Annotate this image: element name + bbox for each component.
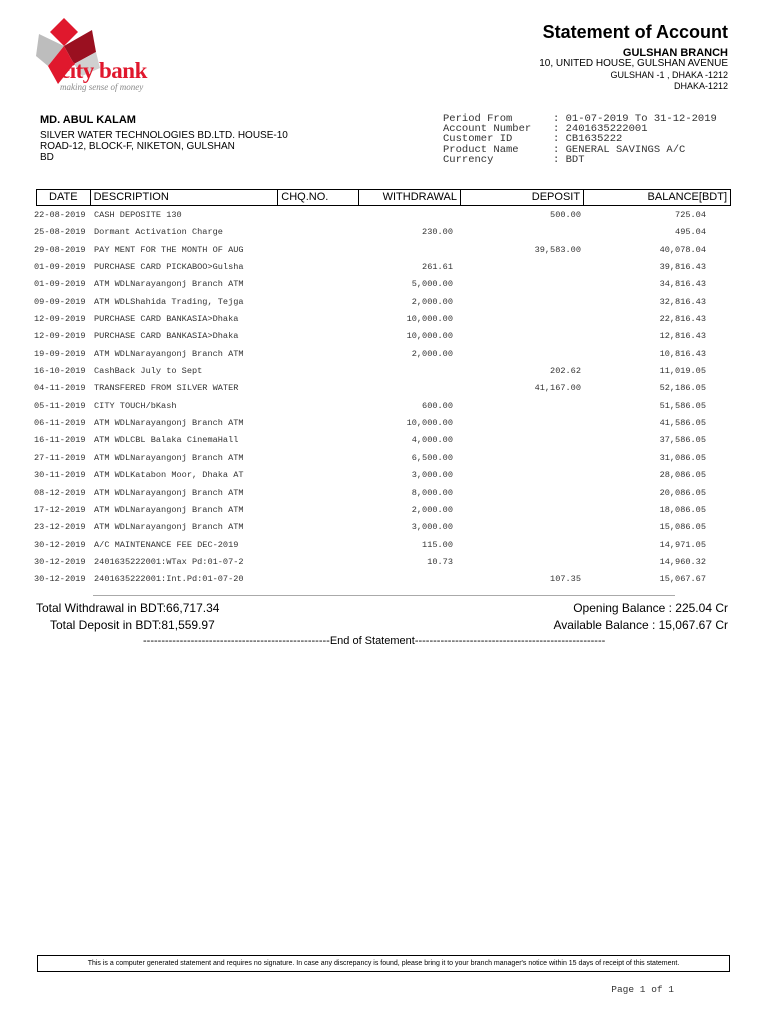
table-row [34,487,734,504]
row-date: 06-11-2019 [34,418,86,429]
table-row [34,261,734,278]
row-withdrawal: 2,000.00 [411,296,453,307]
info-value: : GENERAL SAVINGS A/C [553,143,686,156]
row-balance: 51,586.05 [659,400,706,411]
row-balance: 28,086.05 [659,470,706,481]
available-balance: Available Balance : 15,067.67 Cr [553,618,728,632]
row-description: A/C MAINTENANCE FEE DEC-2019 [94,539,239,550]
header-date: DATE [37,189,91,206]
row-date: 01-09-2019 [34,279,86,290]
info-key: Period From [443,113,513,125]
table-row [34,417,734,434]
row-description: TRANSFERED FROM SILVER WATER [94,383,239,394]
row-description: ATM WDLShahida Trading, Tejga [94,296,244,307]
row-description: PURCHASE CARD PICKABOO>Gulsha [94,262,244,273]
row-description: CASH DEPOSITE 130 [94,210,182,220]
row-description: ATM WDLNarayangonj Branch ATM [94,418,244,429]
row-description: CITY TOUCH/bKash [94,400,177,411]
summary-divider [93,595,675,596]
table-row [34,244,734,261]
row-date: 30-11-2019 [34,470,86,481]
header-deposit: DEPOSIT [461,189,584,206]
row-balance: 18,086.05 [659,504,706,515]
transactions-table-body [34,209,734,591]
branch-address-line: DHAKA-1212 [673,81,728,91]
row-withdrawal: 8,000.00 [411,487,453,498]
statement-title: Statement of Account [542,22,728,42]
row-balance: 20,086.05 [659,487,706,498]
row-withdrawal: 3,000.00 [411,522,453,533]
table-row [34,365,734,382]
info-value: : 2401635222001 [553,123,648,136]
info-key: Customer ID [443,133,513,146]
row-balance: 22,816.43 [659,314,706,325]
row-withdrawal: 6,500.00 [411,452,453,463]
row-balance: 725.04 [675,210,706,220]
row-balance: 15,067.67 [659,574,706,585]
row-withdrawal: 600.00 [422,400,453,411]
row-date: 16-11-2019 [34,435,86,446]
row-description: ATM WDLNarayangonj Branch ATM [94,487,244,498]
row-description: ATM WDLNarayangonj Branch ATM [94,279,244,290]
info-value: : 01-07-2019 To 31-12-2019 [553,113,717,125]
row-date: 19-09-2019 [34,348,86,359]
info-value: : BDT [553,153,585,166]
row-balance: 34,816.43 [659,279,706,290]
row-withdrawal: 10,000.00 [406,314,453,325]
row-balance: 11,019.05 [659,366,706,377]
table-row [34,226,734,243]
row-description: ATM WDLKatabon Moor, Dhaka AT [94,470,244,481]
row-date: 30-12-2019 [34,539,86,550]
customer-address-line: BD [40,152,54,163]
row-date: 27-11-2019 [34,452,86,463]
opening-balance: Opening Balance : 225.04 Cr [573,601,728,615]
row-description: ATM WDLNarayangonj Branch ATM [94,452,244,463]
row-balance: 10,816.43 [659,348,706,359]
row-description: ATM WDLNarayangonj Branch ATM [94,504,244,515]
row-description: 2401635222001:Int.Pd:01-07-20 [94,574,244,585]
row-withdrawal: 3,000.00 [411,470,453,481]
row-balance: 31,086.05 [659,452,706,463]
row-description: Dormant Activation Charge [94,227,223,238]
branch-name: GULSHAN BRANCH [622,47,728,59]
header-cheque-number: CHQ.NO. [278,189,358,206]
row-withdrawal: 10,000.00 [406,418,453,429]
logo-tagline: making sense of money [60,82,144,92]
transactions-table-header [36,189,731,206]
row-deposit: 41,167.00 [534,383,581,394]
row-withdrawal: 2,000.00 [411,504,453,515]
row-date: 01-09-2019 [34,262,86,273]
table-row [34,539,734,556]
table-row [34,521,734,538]
row-date: 12-09-2019 [34,314,86,325]
header-balance: BALANCE[BDT] [584,189,731,206]
table-row [34,504,734,521]
row-deposit: 500.00 [550,210,581,220]
customer-address-line: ROAD-12, BLOCK-F, NIKETON, GULSHAN [40,141,235,152]
row-deposit: 39,583.00 [534,244,581,255]
row-description: ATM WDLCBL Balaka CinemaHall [94,435,239,446]
table-row [34,382,734,399]
row-balance: 12,816.43 [659,331,706,342]
row-description: PAY MENT FOR THE MONTH OF AUG [94,244,244,255]
info-key: Currency [443,153,494,166]
table-row [34,452,734,469]
header-withdrawal: WITHDRAWAL [359,189,461,206]
row-balance: 14,960.32 [659,556,706,567]
logo-wordmark: city bank [60,58,147,83]
row-date: 05-11-2019 [34,400,86,411]
branch-address-line: GULSHAN -1 , DHAKA -1212 [610,70,728,80]
row-date: 08-12-2019 [34,487,86,498]
table-row [34,313,734,330]
branch-address-line: 10, UNITED HOUSE, GULSHAN AVENUE [539,58,728,69]
row-date: 09-09-2019 [34,296,86,307]
row-date: 04-11-2019 [34,383,86,394]
end-of-statement: ---------------------------------------------------End of Statement---------------------------------------------------- [143,635,606,647]
table-row [34,209,734,226]
row-withdrawal: 230.00 [422,227,453,238]
account-info [443,114,717,165]
total-withdrawal: Total Withdrawal in BDT:66,717.34 [36,601,220,615]
row-withdrawal: 10.73 [427,556,453,567]
table-row [34,330,734,347]
row-description: CashBack July to Sept [94,366,203,377]
row-date: 23-12-2019 [34,522,86,533]
customer-address-line: SILVER WATER TECHNOLOGIES BD.LTD. HOUSE-10 [40,130,288,141]
row-balance: 37,586.05 [659,435,706,446]
row-balance: 14,971.05 [659,539,706,550]
row-balance: 39,816.43 [659,262,706,273]
row-date: 22-08-2019 [34,210,86,220]
total-deposit: Total Deposit in BDT:81,559.97 [50,618,215,632]
header-description: DESCRIPTION [91,189,279,206]
row-description: PURCHASE CARD BANKASIA>Dhaka [94,314,239,325]
row-date: 16-10-2019 [34,366,86,377]
row-description: ATM WDLNarayangonj Branch ATM [94,348,244,359]
row-description: 2401635222001:WTax Pd:01-07-2 [94,556,244,567]
row-balance: 32,816.43 [659,296,706,307]
row-balance: 495.04 [675,227,706,238]
table-row [34,469,734,486]
row-description: ATM WDLNarayangonj Branch ATM [94,522,244,533]
table-row [34,434,734,451]
table-row [34,400,734,417]
table-row [34,278,734,295]
disclaimer-notice: This is a computer generated statement and requires no signature. In case any discrepancy is found, please bring it to your branch manager's notice within 15 days of receipt of this statement. [37,955,730,972]
row-withdrawal: 261.61 [422,262,453,273]
row-withdrawal: 2,000.00 [411,348,453,359]
row-withdrawal: 10,000.00 [406,331,453,342]
table-row [34,573,734,590]
row-date: 17-12-2019 [34,504,86,515]
row-deposit: 202.62 [550,366,581,377]
page-number: Page 1 of 1 [611,984,674,995]
row-date: 29-08-2019 [34,244,86,255]
info-key: Account Number [443,123,532,136]
row-description: PURCHASE CARD BANKASIA>Dhaka [94,331,239,342]
row-date: 30-12-2019 [34,574,86,585]
row-withdrawal: 4,000.00 [411,435,453,446]
info-value: : CB1635222 [553,133,623,146]
table-row [34,556,734,573]
row-date: 25-08-2019 [34,227,86,238]
row-withdrawal: 115.00 [422,539,453,550]
row-balance: 52,186.05 [659,383,706,394]
row-date: 12-09-2019 [34,331,86,342]
info-currency [443,155,717,165]
row-date: 30-12-2019 [34,556,86,567]
table-row [34,348,734,365]
row-balance: 15,086.05 [659,522,706,533]
row-deposit: 107.35 [550,574,581,585]
row-balance: 41,586.05 [659,418,706,429]
row-withdrawal: 5,000.00 [411,279,453,290]
table-row [34,296,734,313]
info-key: Product Name [443,143,519,156]
customer-name: MD. ABUL KALAM [40,114,136,126]
row-balance: 40,078.04 [659,244,706,255]
